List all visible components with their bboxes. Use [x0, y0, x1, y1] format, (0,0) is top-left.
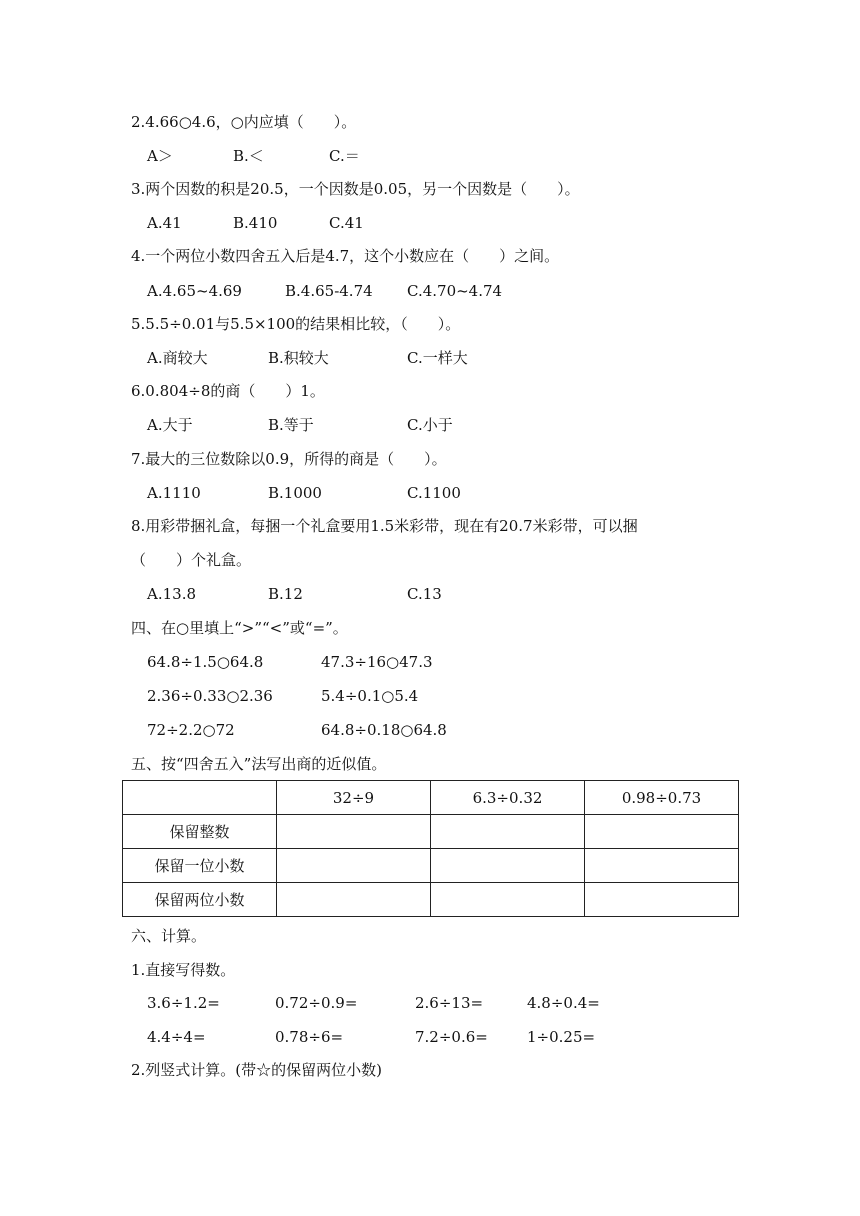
option-c: C.4.70~4.74 [407, 282, 503, 300]
option-a: A.商较大 [147, 349, 208, 367]
row-label: 保留整数 [123, 815, 277, 849]
option-a: A.41 [147, 214, 182, 232]
answer-cell[interactable] [585, 849, 739, 883]
mental-math-item: 1÷0.25= [527, 1028, 596, 1046]
option-a: A.4.65~4.69 [147, 282, 242, 300]
row-label: 保留两位小数 [123, 883, 277, 917]
option-b: B.积较大 [268, 349, 329, 367]
compare-item: 47.3÷16○47.3 [321, 653, 433, 671]
table-row [123, 883, 739, 917]
option-a: A＞ [147, 147, 173, 165]
compare-item: 2.36÷0.33○2.36 [147, 687, 273, 705]
option-a: A.1110 [147, 484, 201, 502]
answer-cell[interactable] [277, 815, 431, 849]
answer-cell[interactable] [431, 883, 585, 917]
question-7-stem: 7.最大的三位数除以0.9，所得的商是（ ）。 [131, 450, 447, 468]
mental-math-item: 0.78÷6= [275, 1028, 344, 1046]
option-b: B.410 [233, 214, 278, 232]
compare-item: 72÷2.2○72 [147, 721, 235, 739]
table-header-row [123, 781, 739, 815]
answer-cell[interactable] [277, 849, 431, 883]
table-row [123, 849, 739, 883]
mental-math-item: 3.6÷1.2= [147, 994, 220, 1012]
compare-item: 64.8÷1.5○64.8 [147, 653, 264, 671]
mental-math-item: 4.4÷4= [147, 1028, 206, 1046]
mental-math-item: 0.72÷0.9= [275, 994, 358, 1012]
row-label: 保留一位小数 [123, 849, 277, 883]
table-corner-cell [123, 781, 277, 815]
answer-cell[interactable] [277, 883, 431, 917]
table-header: 0.98÷0.73 [585, 781, 739, 815]
table-row [123, 815, 739, 849]
mental-math-item: 4.8÷0.4= [527, 994, 600, 1012]
option-b: B.＜ [233, 147, 264, 165]
question-8-stem-continued: （ ）个礼盒。 [131, 551, 252, 569]
question-6-stem: 6.0.804÷8的商（ ）1。 [131, 382, 325, 400]
section-6-title: 六、计算。 [131, 927, 207, 945]
option-b: B.12 [268, 585, 303, 603]
mental-math-item: 2.6÷13= [415, 994, 484, 1012]
section-4-title: 四、在○里填上“>”“<”或“=”。 [131, 619, 348, 637]
table-header: 6.3÷0.32 [431, 781, 585, 815]
option-a: A.大于 [147, 416, 193, 434]
part-1-title: 1.直接写得数。 [131, 961, 236, 979]
question-5-stem: 5.5.5÷0.01与5.5×100的结果相比较，（ ）。 [131, 315, 461, 333]
answer-cell[interactable] [431, 815, 585, 849]
mental-math-item: 7.2÷0.6= [415, 1028, 488, 1046]
option-c: C.一样大 [407, 349, 468, 367]
approximation-table [122, 780, 739, 917]
answer-cell[interactable] [585, 883, 739, 917]
question-2-stem: 2.4.66○4.6，○内应填（ ）。 [131, 113, 357, 131]
option-b: B.等于 [268, 416, 314, 434]
answer-cell[interactable] [431, 849, 585, 883]
answer-cell[interactable] [585, 815, 739, 849]
question-3-stem: 3.两个因数的积是20.5，一个因数是0.05，另一个因数是（ ）。 [131, 180, 580, 198]
section-5-title: 五、按“四舍五入”法写出商的近似值。 [131, 755, 387, 773]
question-8-stem: 8.用彩带捆礼盒，每捆一个礼盒要用1.5米彩带，现在有20.7米彩带，可以捆 [131, 517, 638, 535]
question-4-stem: 4.一个两位小数四舍五入后是4.7，这个小数应在（ ）之间。 [131, 247, 560, 265]
option-b: B.1000 [268, 484, 322, 502]
option-b: B.4.65-4.74 [285, 282, 373, 300]
table-header: 32÷9 [277, 781, 431, 815]
option-a: A.13.8 [147, 585, 196, 603]
part-2-title: 2.列竖式计算。(带☆的保留两位小数) [131, 1061, 383, 1079]
option-c: C.1100 [407, 484, 461, 502]
compare-item: 64.8÷0.18○64.8 [321, 721, 447, 739]
option-c: C.＝ [329, 147, 360, 165]
compare-item: 5.4÷0.1○5.4 [321, 687, 419, 705]
option-c: C.13 [407, 585, 442, 603]
option-c: C.41 [329, 214, 364, 232]
option-c: C.小于 [407, 416, 453, 434]
